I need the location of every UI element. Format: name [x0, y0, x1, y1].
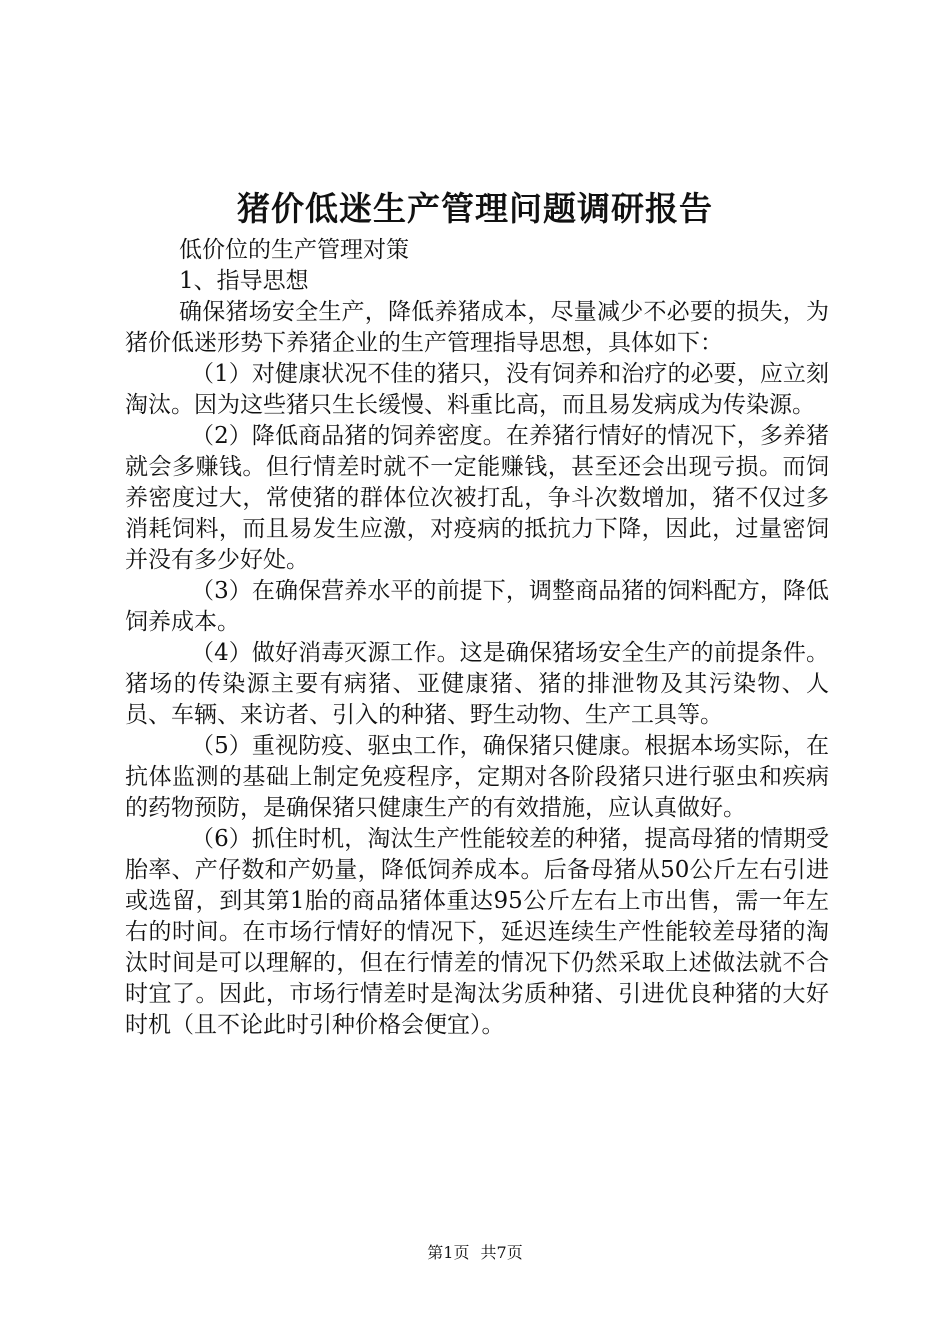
section-heading: 1、指导思想: [179, 268, 309, 294]
page-number: 第1页: [427, 1243, 470, 1262]
paragraph-intro: 确保猪场安全生产，降低养猪成本，尽量减少不必要的损失，为猪价低迷形势下养猪企业的生产管理指导思想，具体如下：: [125, 299, 829, 356]
paragraph-item-5: （5）重视防疫、驱虫工作，确保猪只健康。根据本场实际，在抗体监测的基础上制定免疫程序，定期对各阶段猪只进行驱虫和疾病的药物预防，是确保猪只健康生产的有效措施，应认真做好。: [125, 733, 829, 821]
paragraph-item-4: （4）做好消毒灭源工作。这是确保猪场安全生产的前提条件。猪场的传染源主要有病猪、亚健康猪、猪的排泄物及其污染物、人员、车辆、来访者、引入的种猪、野生动物、生产工具等。: [125, 640, 829, 728]
subtitle: 低价位的生产管理对策: [179, 237, 409, 263]
paragraph-item-6: （6）抓住时机，淘汰生产性能较差的种猪，提高母猪的情期受胎率、产仔数和产奶量，降低饲养成本。后备母猪从50公斤左右引进或选留，到其第1胎的商品猪体重达95公斤左右上市出售，需一年左右的时间。在市场行情好的情况下，延迟连续生产性能较差母猪的淘汰时间是可以理解的，但在行情差的情况下仍然采取上述做法就不合时宜了。因此，市场行情差时是淘汰劣质种猪、引进优良种猪的大好时机（且不论此时引种价格会便宜）。: [125, 826, 829, 1038]
paragraph-item-1: （1）对健康状况不佳的猪只，没有饲养和治疗的必要，应立刻淘汰。因为这些猪只生长缓慢、料重比高，而且易发病成为传染源。: [125, 361, 829, 418]
page-footer: [0, 1242, 950, 1264]
document-body: [125, 235, 829, 1041]
document-title: 猪价低迷生产管理问题调研报告: [237, 189, 713, 228]
page-total: 共7页: [480, 1243, 523, 1262]
paragraph-item-2: （2）降低商品猪的饲养密度。在养猪行情好的情况下，多养猪就会多赚钱。但行情差时就不一定能赚钱，甚至还会出现亏损。而饲养密度过大，常使猪的群体位次被打乱，争斗次数增加，猪不仅过多消耗饲料，而且易发生应激，对疫病的抵抗力下降，因此，过量密饲并没有多少好处。: [125, 423, 829, 573]
paragraph-item-3: （3）在确保营养水平的前提下，调整商品猪的饲料配方，降低饲养成本。: [125, 578, 829, 635]
